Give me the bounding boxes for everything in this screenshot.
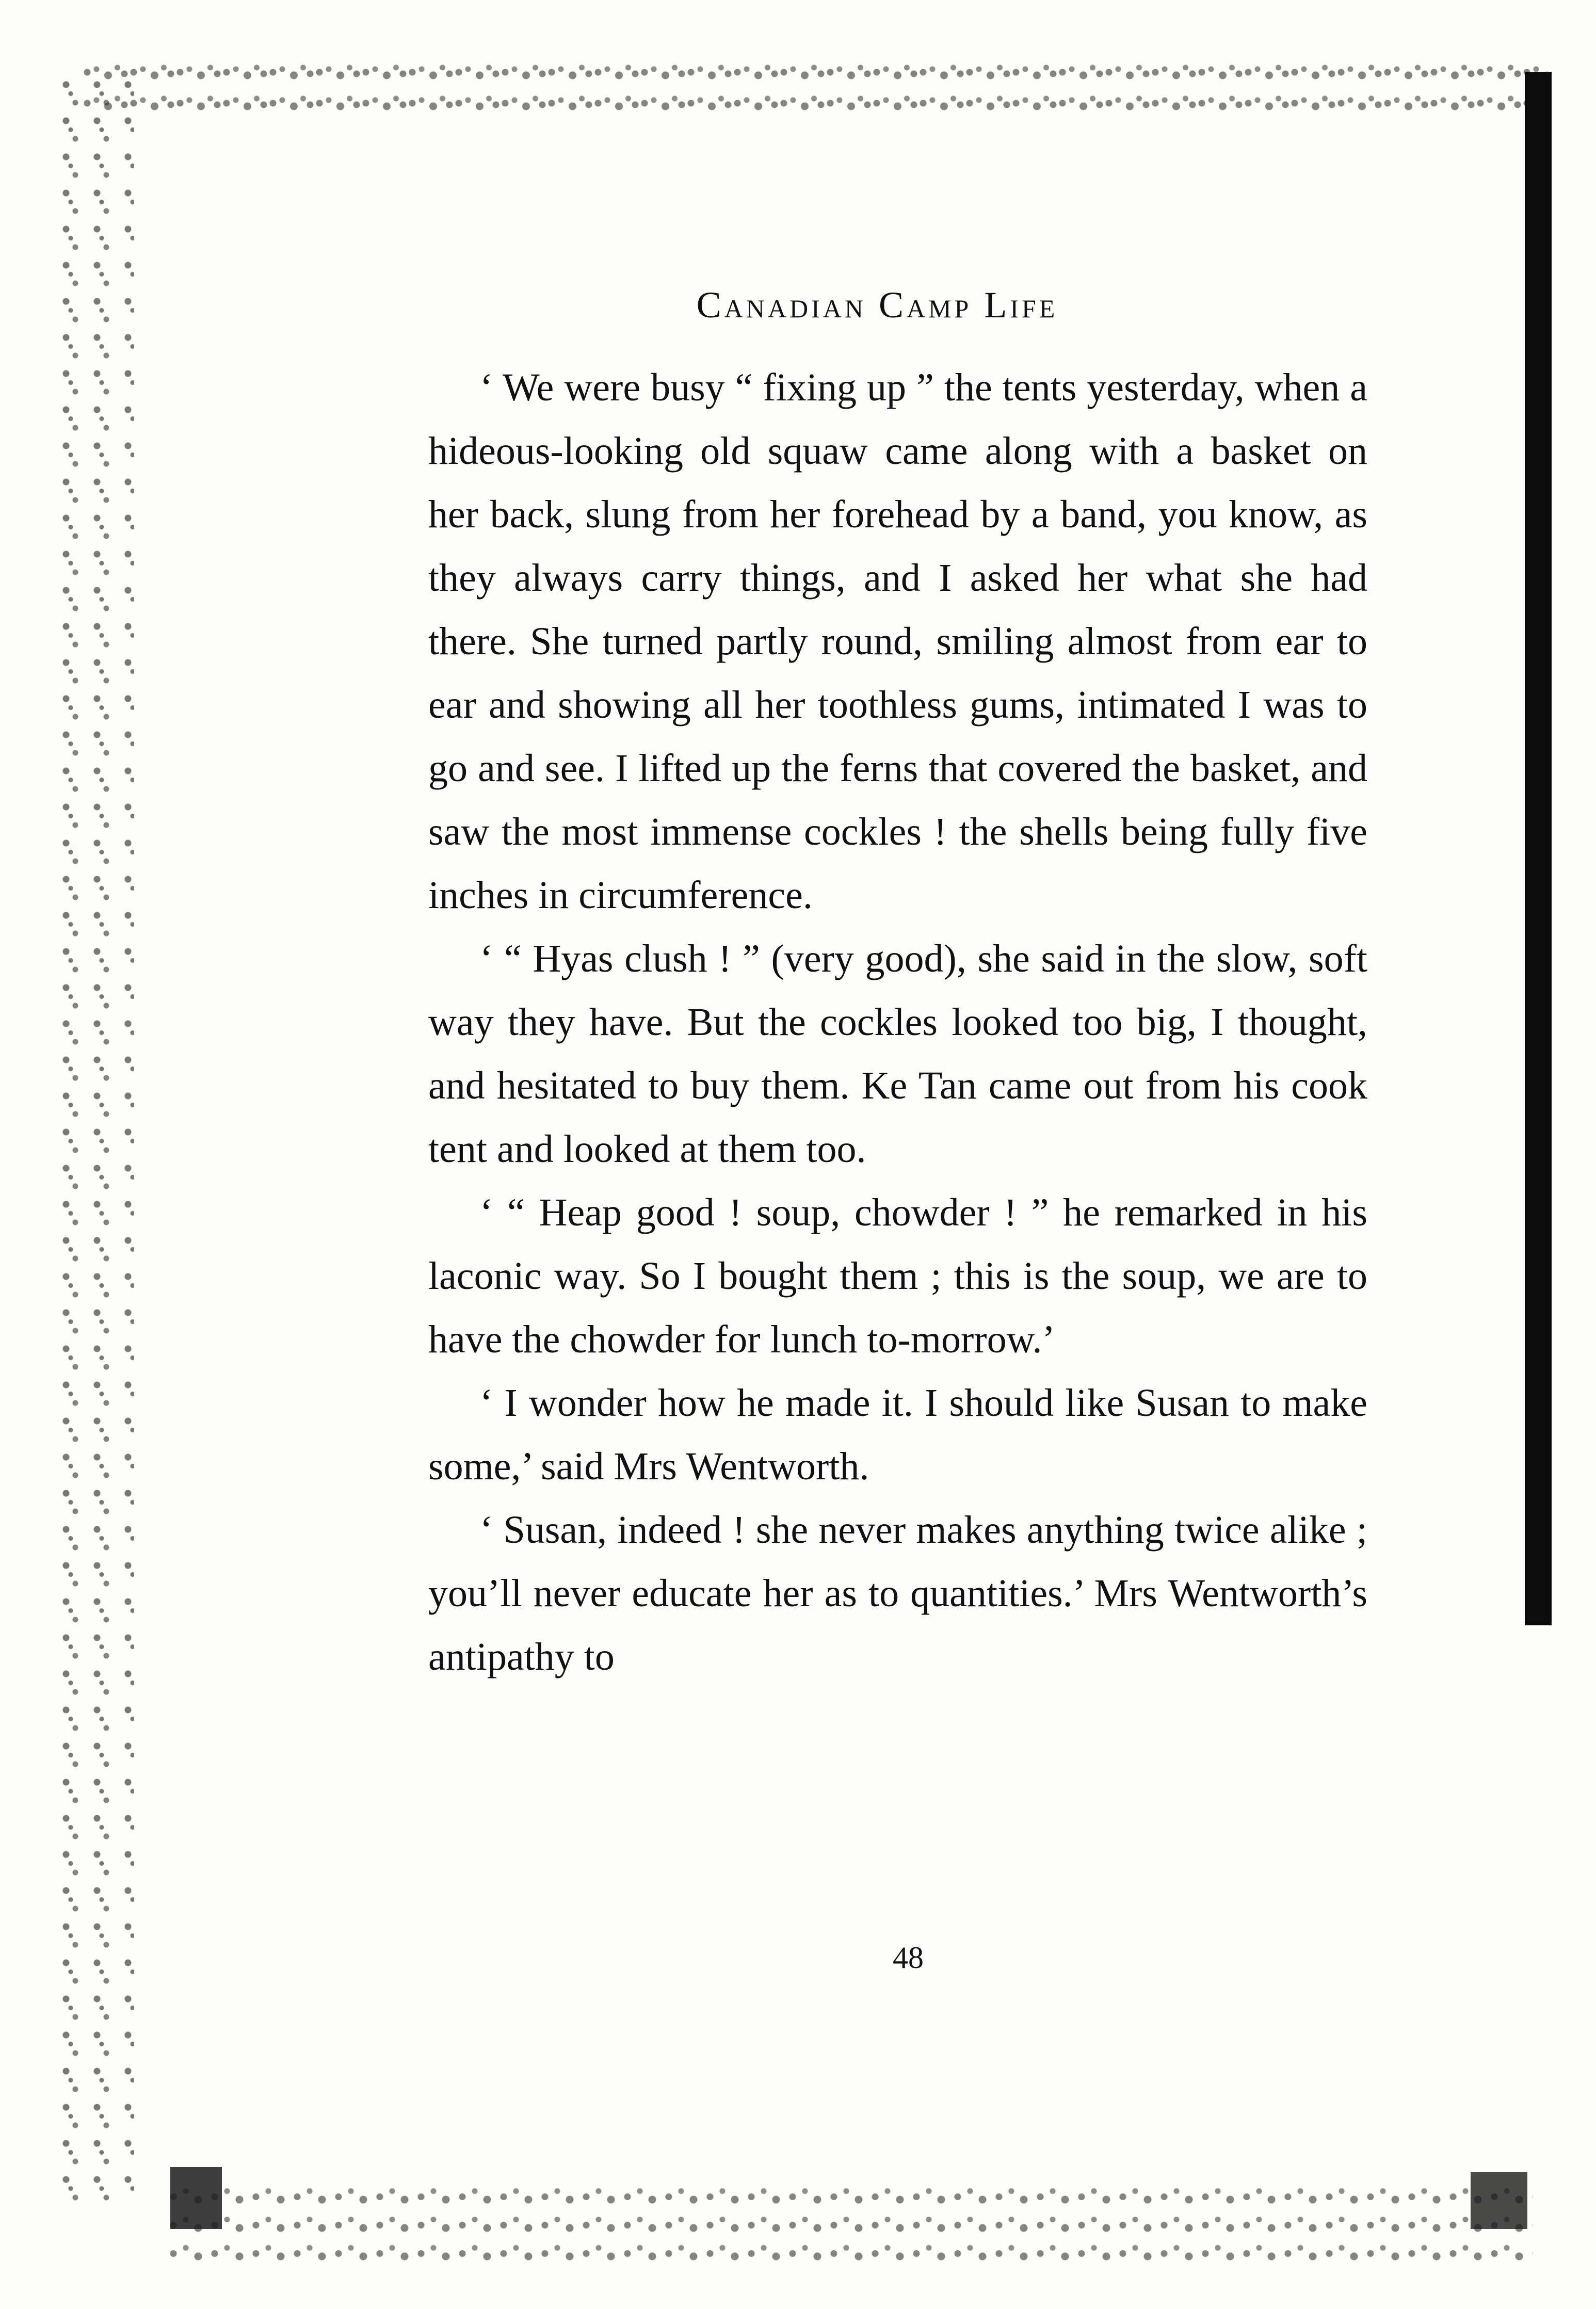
paragraph-3: ‘ “ Heap good ! soup, chowder ! ” he remarked in his laconic way. So I bought them ; this is the soup, we are to have the chowder for lunch to-morrow.’ xyxy=(428,1191,1367,1361)
paragraph-5: ‘ Susan, indeed ! she never makes anything twice alike ; you’ll never educate her as to quantities.’ Mrs Wentworth’s antipathy to xyxy=(428,1508,1367,1678)
scan-corner-bottom-right xyxy=(1471,2172,1527,2229)
body-text xyxy=(428,356,1367,1689)
scan-edge-top xyxy=(83,57,1548,119)
scan-edge-bottom xyxy=(165,2183,1533,2265)
paragraph-2: ‘ “ Hyas clush ! ” (very good), she said in the slow, soft way they have. But the cockles looked too big, I thought, and hesitated to buy them. Ke Tan came out from his cook tent and looked at them too. xyxy=(428,937,1367,1171)
scan-corner-bottom-left xyxy=(170,2167,222,2229)
scan-edge-left xyxy=(57,77,134,2203)
page-number: 48 xyxy=(893,1941,924,1975)
paragraph-1: ‘ We were busy “ fixing up ” the tents yesterday, when a hideous-looking old squaw came along with a basket on her back, slung from her forehead by a band, you know, as they always carry things, and I asked her what she had there. She turned partly round, smiling almost from ear to ear and showing all her toothless gums, intimated I was to go and see. I lifted up the ferns that covered the basket, and saw the most immense cockles ! the shells being fully five inches in circumference. xyxy=(428,366,1367,917)
paragraph-4: ‘ I wonder how he made it. I should like Susan to make some,’ said Mrs Wentworth. xyxy=(428,1381,1367,1488)
running-header: Canadian Camp Life xyxy=(696,284,1058,326)
scan-edge-right-bar xyxy=(1525,72,1552,1625)
